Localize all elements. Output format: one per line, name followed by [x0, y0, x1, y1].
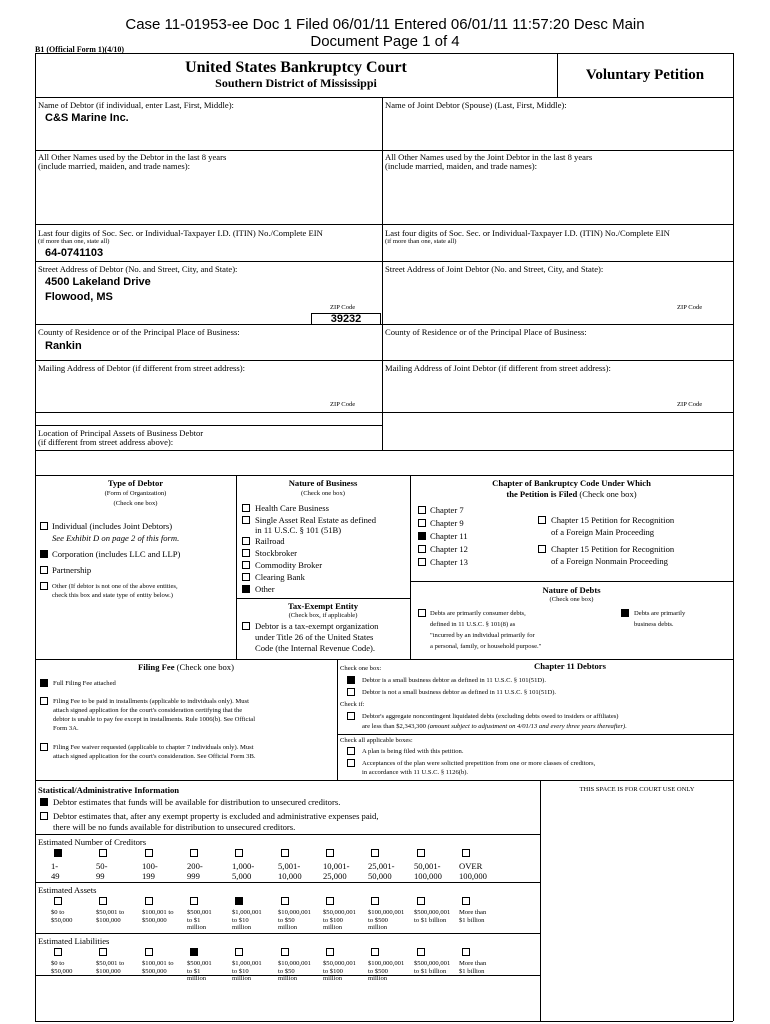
- assets-title: Estimated Assets: [38, 885, 97, 895]
- fee-waiver-label-2: attach signed application for the court's consideration. See Official Form 3B.: [53, 753, 256, 760]
- debtor-city-value[interactable]: Flowood, MS: [45, 291, 113, 303]
- creditors-option-label: 999: [187, 871, 200, 881]
- liabilities-option-label: $1,000,001: [232, 960, 262, 967]
- single-asset-label-2: in 11 U.S.C. § 101 (51B): [255, 525, 342, 535]
- chapter-15-main-label-1: Chapter 15 Petition for Recognition: [551, 515, 675, 525]
- debtor-ein-value[interactable]: 64-0741103: [45, 247, 104, 259]
- debtor-name-label: Name of Debtor (if individual, enter Last, First, Middle):: [38, 100, 234, 110]
- chapter-15-main-checkbox[interactable]: [538, 516, 546, 524]
- nature-of-business-sub: (Check one box): [301, 490, 345, 497]
- joint-street-label: Street Address of Joint Debtor (No. and Street, City, and State):: [385, 264, 604, 274]
- creditors-option-label: OVER: [459, 861, 483, 871]
- petition-title: Voluntary Petition: [585, 67, 705, 83]
- assets-option-label: $100,000: [96, 916, 121, 924]
- individual-label: Individual (includes Joint Debtors): [52, 521, 173, 531]
- assets-option-checkbox[interactable]: [417, 897, 425, 905]
- assets-option-checkbox[interactable]: [145, 897, 153, 905]
- assets-option-label: $50,000,001: [323, 909, 356, 916]
- liabilities-option-label: to $1 billion: [414, 967, 447, 975]
- installments-label-2: attach signed application for the court's consideration certifying that the: [53, 707, 243, 714]
- consumer-debts-label-4: a personal, family, or household purpose.": [430, 643, 542, 650]
- case-stamp-line: Case 11-01953-ee Doc 1 Filed 06/01/11 Entered 06/01/11 11:57:20 Desc Main: [125, 16, 645, 33]
- consumer-debts-label-3: "incurred by an individual primarily for: [430, 632, 535, 639]
- check-one-box-label: Check one box:: [340, 665, 382, 672]
- single-asset-label-1: Single Asset Real Estate as defined: [255, 515, 377, 525]
- filing-fee-title-sub: (Check one box): [174, 662, 234, 672]
- nature-of-debts-sub: (Check one box): [549, 596, 594, 603]
- chapter-11-debtors-title: Chapter 11 Debtors: [534, 661, 606, 671]
- liabilities-option-checkbox[interactable]: [326, 948, 334, 956]
- chapter-12-checkbox[interactable]: [418, 545, 426, 553]
- chapter-15-nonmain-checkbox[interactable]: [538, 545, 546, 553]
- joint-mailing-label: Mailing Address of Joint Debtor (if different from street address):: [385, 363, 611, 373]
- chapter-11-divider: [337, 734, 733, 735]
- creditors-option-label: 49: [51, 871, 60, 881]
- aggregate-debts-label-1: Debtor's aggregate noncontingent liquidated debts (excluding debts owed to insiders or affiliates): [362, 713, 619, 720]
- chapter-13-label: Chapter 13: [430, 557, 468, 567]
- installments-label-3: debtor is unable to pay fee except in installments. Rule 1006(b). See Official: [53, 716, 256, 723]
- joint-zip-label: ZIP Code: [677, 304, 703, 311]
- funds-available-checkbox[interactable]: [40, 798, 48, 806]
- assets-option-label: $500,001: [187, 909, 212, 916]
- liabilities-option-label: $10,000,001: [278, 960, 311, 967]
- business-debts-checkbox[interactable]: [621, 609, 629, 617]
- liabilities-option-label: to $100: [323, 967, 343, 975]
- assets-option-label: $500,000,001: [414, 909, 451, 916]
- aggregate-debts-checkbox[interactable]: [347, 712, 355, 720]
- liabilities-option-label: million: [323, 975, 343, 983]
- assets-option-checkbox[interactable]: [462, 897, 470, 905]
- assets-option-checkbox[interactable]: [371, 897, 379, 905]
- creditors-option-checkbox[interactable]: [54, 849, 62, 857]
- full-fee-label: Full Filing Fee attached: [53, 680, 116, 687]
- creditors-option-label: 50,000: [368, 871, 392, 881]
- liabilities-option-label: $500,000,001: [414, 960, 451, 967]
- other-entity-label-1: Other (If debtor is not one of the above entities,: [52, 583, 178, 590]
- joint-name-label: Name of Joint Debtor (Spouse) (Last, First, Middle):: [385, 100, 567, 110]
- assets-option-label: $10,000,001: [278, 909, 311, 916]
- other-business-checkbox[interactable]: [242, 585, 250, 593]
- creditors-option-checkbox[interactable]: [145, 849, 153, 857]
- chapter-7-checkbox[interactable]: [418, 506, 426, 514]
- creditors-option-label: 200-: [187, 861, 203, 871]
- court-title: United States Bankruptcy Court: [185, 59, 407, 76]
- chapter-15-main-label-2: of a Foreign Main Proceeding: [551, 527, 655, 537]
- liabilities-option-label: More than: [459, 960, 487, 967]
- assets-option-label: to $50: [278, 916, 295, 924]
- acceptances-checkbox[interactable]: [347, 759, 355, 767]
- assets-option-label: to $500: [368, 916, 388, 924]
- railroad-checkbox[interactable]: [242, 537, 250, 545]
- installments-label-1: Filing Fee to be paid in installments (applicable to individuals only). Must: [53, 698, 249, 705]
- assets-option-label: to $1: [187, 916, 201, 924]
- joint-other-names-label: All Other Names used by the Joint Debtor in the last 8 years: [385, 152, 593, 162]
- corporation-checkbox[interactable]: [40, 550, 48, 558]
- assets-option-label: $500,000: [142, 916, 167, 924]
- creditors-option-label: 10,001-: [323, 861, 350, 871]
- debtor-ein-sub: (if more than one, state all): [38, 238, 110, 245]
- liabilities-option-label: $0 to: [51, 960, 65, 967]
- debtor-county-label: County of Residence or of the Principal Place of Business:: [38, 327, 240, 337]
- liabilities-option-checkbox[interactable]: [417, 948, 425, 956]
- creditors-option-label: 1,000-: [232, 861, 255, 871]
- district-name: Southern District of Mississippi: [215, 76, 377, 90]
- creditors-title: Estimated Number of Creditors: [38, 837, 147, 847]
- assets-option-checkbox[interactable]: [99, 897, 107, 905]
- document-page-line: Document Page 1 of 4: [310, 33, 460, 50]
- commodity-broker-checkbox[interactable]: [242, 561, 250, 569]
- creditors-option-label: 100,000: [459, 871, 487, 881]
- liabilities-option-checkbox[interactable]: [235, 948, 243, 956]
- chapter-title-1: Chapter of Bankruptcy Code Under Which: [492, 478, 651, 488]
- tax-exempt-sub: (Check box, if applicable): [288, 612, 358, 619]
- tax-exempt-label-3: Code (the Internal Revenue Code).: [255, 643, 376, 653]
- aggregate-debts-note: (amount subject to adjustment on 4/01/13 and every three years thereafter).: [427, 723, 627, 730]
- chapter-11-label: Chapter 11: [430, 531, 468, 541]
- chapter-15-nonmain-label-1: Chapter 15 Petition for Recognition: [551, 544, 675, 554]
- joint-county-label: County of Residence or of the Principal Place of Business:: [385, 327, 587, 337]
- creditors-option-label: 199: [142, 871, 155, 881]
- chapter-15-nonmain-label-2: of a Foreign Nonmain Proceeding: [551, 556, 668, 566]
- other-entity-label-2: check this box and state type of entity below.): [52, 592, 173, 599]
- liabilities-option-label: to $1: [187, 967, 201, 975]
- creditors-option-checkbox[interactable]: [190, 849, 198, 857]
- assets-option-label: million: [187, 924, 207, 932]
- creditors-option-checkbox[interactable]: [99, 849, 107, 857]
- liabilities-option-label: million: [278, 975, 298, 983]
- clearing-bank-label: Clearing Bank: [255, 572, 305, 582]
- assets-option-checkbox[interactable]: [190, 897, 198, 905]
- business-debts-label-1: Debts are primarily: [634, 610, 686, 617]
- debtor-zip-value[interactable]: 39232: [330, 313, 362, 325]
- liabilities-option-label: to $500: [368, 967, 388, 975]
- form-id: B1 (Official Form 1)(4/10): [35, 45, 125, 54]
- aggregate-debts-amount: are less than $2,343,300: [362, 723, 428, 730]
- creditors-option-label: 5,001-: [278, 861, 301, 871]
- type-of-debtor-sub2: (Check one box): [113, 500, 158, 507]
- creditors-option-label: 25,001-: [368, 861, 395, 871]
- joint-mailing-zip-label: ZIP Code: [677, 401, 703, 408]
- liabilities-option-label: million: [232, 975, 252, 983]
- health-care-checkbox[interactable]: [242, 504, 250, 512]
- fee-waiver-checkbox[interactable]: [40, 743, 48, 751]
- assets-option-checkbox[interactable]: [54, 897, 62, 905]
- railroad-label: Railroad: [255, 536, 285, 546]
- plan-filed-checkbox[interactable]: [347, 747, 355, 755]
- aggregate-debts-label-2: [362, 723, 627, 731]
- liabilities-option-label: million: [187, 975, 207, 983]
- assets-option-checkbox[interactable]: [235, 897, 243, 905]
- creditors-option-label: 50-: [96, 861, 108, 871]
- assets-option-checkbox[interactable]: [326, 897, 334, 905]
- chapter-13-checkbox[interactable]: [418, 558, 426, 566]
- joint-ein-sub: (if more than one, state all): [385, 238, 457, 245]
- assets-option-label: $100,001 to: [142, 909, 174, 916]
- chapter-9-label: Chapter 9: [430, 518, 464, 528]
- location-label: Location of Principal Assets of Business Debtor: [38, 428, 204, 438]
- other-business-label: Other: [255, 584, 275, 594]
- commodity-broker-label: Commodity Broker: [255, 560, 323, 570]
- debtor-other-names-sub: (include married, maiden, and trade names):: [38, 161, 190, 171]
- assets-option-label: million: [368, 924, 388, 932]
- type-of-debtor-sub1: (Form of Organization): [104, 490, 167, 497]
- liabilities-option-label: million: [368, 975, 388, 983]
- individual-note: See Exhibit D on page 2 of this form.: [52, 533, 180, 543]
- liabilities-option-label: $50,001 to: [96, 960, 125, 967]
- health-care-label: Health Care Business: [255, 503, 329, 513]
- assets-option-checkbox[interactable]: [281, 897, 289, 905]
- plan-filed-label: A plan is being filed with this petition.: [362, 748, 464, 755]
- creditors-option-checkbox[interactable]: [281, 849, 289, 857]
- corporation-label: Corporation (includes LLC and LLP): [52, 549, 181, 559]
- assets-option-label: to $10: [232, 916, 249, 924]
- assets-option-label: More than: [459, 909, 487, 916]
- liabilities-option-checkbox[interactable]: [54, 948, 62, 956]
- creditors-option-label: 5,000: [232, 871, 252, 881]
- assets-option-label: $50,000: [51, 916, 73, 924]
- liabilities-option-label: $500,001: [187, 960, 212, 967]
- liabilities-option-checkbox[interactable]: [371, 948, 379, 956]
- debtor-other-names-label: All Other Names used by the Debtor in the last 8 years: [38, 152, 227, 162]
- stockbroker-checkbox[interactable]: [242, 549, 250, 557]
- assets-option-label: $1 billion: [459, 916, 485, 924]
- assets-option-label: million: [232, 924, 252, 932]
- creditors-option-label: 99: [96, 871, 105, 881]
- clearing-bank-checkbox[interactable]: [242, 573, 250, 581]
- assets-option-label: $100,000,001: [368, 909, 405, 916]
- filing-fee-title: [35, 662, 337, 672]
- installments-checkbox[interactable]: [40, 697, 48, 705]
- assets-option-label: $50,001 to: [96, 909, 125, 916]
- no-funds-checkbox[interactable]: [40, 812, 48, 820]
- chapter-12-label: Chapter 12: [430, 544, 468, 554]
- assets-option-label: million: [278, 924, 298, 932]
- tax-exempt-title: Tax-Exempt Entity: [287, 601, 359, 611]
- installments-label-4: Form 3A.: [53, 725, 79, 732]
- assets-option-label: $1,000,001: [232, 909, 262, 916]
- creditors-option-checkbox[interactable]: [326, 849, 334, 857]
- creditors-option-label: 100-: [142, 861, 158, 871]
- joint-other-names-sub: (include married, maiden, and trade names):: [385, 161, 537, 171]
- liabilities-option-checkbox[interactable]: [281, 948, 289, 956]
- creditors-option-label: 50,001-: [414, 861, 441, 871]
- court-use-label: THIS SPACE IS FOR COURT USE ONLY: [579, 786, 695, 793]
- nature-of-debts-title: Nature of Debts: [542, 585, 601, 595]
- liabilities-option-checkbox[interactable]: [145, 948, 153, 956]
- chapter-7-label: Chapter 7: [430, 505, 464, 515]
- liabilities-option-label: to $10: [232, 967, 249, 975]
- debtor-county-value[interactable]: Rankin: [45, 340, 82, 352]
- debtor-name-value[interactable]: C&S Marine Inc.: [45, 112, 129, 124]
- assets-option-label: to $100: [323, 916, 343, 924]
- creditors-option-label: 100,000: [414, 871, 442, 881]
- creditors-option-checkbox[interactable]: [462, 849, 470, 857]
- filing-fee-title-main: Filing Fee: [138, 662, 175, 672]
- debtor-mailing-label: Mailing Address of Debtor (if different from street address):: [38, 363, 245, 373]
- liabilities-option-label: $50,000,001: [323, 960, 356, 967]
- liabilities-option-label: $1 billion: [459, 967, 485, 975]
- other-entity-checkbox[interactable]: [40, 582, 48, 590]
- liabilities-option-label: $100,000,001: [368, 960, 405, 967]
- not-small-business-label: Debtor is not a small business debtor as defined in 11 U.S.C. § 101(51D).: [362, 689, 557, 696]
- acceptances-label-2: in accordance with 11 U.S.C. § 1126(b).: [362, 769, 469, 776]
- stockbroker-label: Stockbroker: [255, 548, 298, 558]
- nature-of-business-title: Nature of Business: [288, 478, 358, 488]
- chapter-title-2: [410, 489, 733, 499]
- no-funds-label-2: there will be no funds available for distribution to unsecured creditors.: [53, 822, 296, 832]
- chapter-11-checkbox[interactable]: [418, 532, 426, 540]
- statistical-title: Statistical/Administrative Information: [38, 785, 180, 795]
- debtor-street-value[interactable]: 4500 Lakeland Drive: [45, 276, 151, 288]
- consumer-debts-label-2: defined in 11 U.S.C. § 101(8) as: [430, 621, 516, 628]
- full-fee-checkbox[interactable]: [40, 679, 48, 687]
- type-of-debtor-title: Type of Debtor: [107, 478, 164, 488]
- chapter-9-checkbox[interactable]: [418, 519, 426, 527]
- not-small-business-checkbox[interactable]: [347, 688, 355, 696]
- creditors-option-checkbox[interactable]: [235, 849, 243, 857]
- creditors-option-checkbox[interactable]: [371, 849, 379, 857]
- liabilities-option-checkbox[interactable]: [462, 948, 470, 956]
- liabilities-option-checkbox[interactable]: [190, 948, 198, 956]
- creditors-option-label: 1-: [51, 861, 59, 871]
- creditors-option-label: 25,000: [323, 871, 347, 881]
- liabilities-option-label: $50,000: [51, 967, 73, 975]
- assets-option-label: $0 to: [51, 909, 65, 916]
- debtor-ein-label: Last four digits of Soc. Sec. or Individual-Taxpayer I.D. (ITIN) No./Complete EIN: [38, 228, 323, 238]
- creditors-option-label: 10,000: [278, 871, 302, 881]
- no-funds-label-1: Debtor estimates that, after any exempt property is excluded and administrative expenses paid,: [53, 811, 379, 821]
- fee-waiver-label-1: Filing Fee waiver requested (applicable to chapter 7 individuals only). Must: [53, 744, 254, 751]
- tax-exempt-checkbox[interactable]: [242, 622, 250, 630]
- joint-ein-label: Last four digits of Soc. Sec. or Individual-Taxpayer I.D. (ITIN) No./Complete EIN: [385, 228, 670, 238]
- consumer-debts-label-1: Debts are primarily consumer debts,: [430, 610, 526, 617]
- liabilities-option-label: $500,000: [142, 967, 167, 975]
- partnership-checkbox[interactable]: [40, 566, 48, 574]
- chapter-title-2b: (Check one box): [577, 489, 637, 499]
- liabilities-option-label: $100,001 to: [142, 960, 174, 967]
- single-asset-checkbox[interactable]: [242, 516, 250, 524]
- check-if-label: Check if:: [340, 701, 365, 708]
- debtor-zip-label: ZIP Code: [330, 304, 356, 311]
- liabilities-option-checkbox[interactable]: [99, 948, 107, 956]
- funds-available-label: Debtor estimates that funds will be available for distribution to unsecured creditors.: [53, 797, 341, 807]
- liabilities-option-label: to $50: [278, 967, 295, 975]
- liabilities-title: Estimated Liabilities: [38, 936, 110, 946]
- assets-option-label: to $1 billion: [414, 916, 447, 924]
- partnership-label: Partnership: [52, 565, 92, 575]
- location-sub: (if different from street address above):: [38, 437, 174, 447]
- creditors-option-checkbox[interactable]: [417, 849, 425, 857]
- tax-exempt-label-2: under Title 26 of the United States: [255, 632, 374, 642]
- assets-option-label: million: [323, 924, 343, 932]
- debtor-street-label: Street Address of Debtor (No. and Street, City, and State):: [38, 264, 238, 274]
- acceptances-label-1: Acceptances of the plan were solicited prepetition from one or more classes of creditors,: [362, 760, 596, 767]
- business-debts-label-2: business debts.: [634, 621, 674, 628]
- tax-exempt-label-1: Debtor is a tax-exempt organization: [255, 621, 379, 631]
- liabilities-option-label: $100,000: [96, 967, 121, 975]
- check-all-label: Check all applicable boxes:: [340, 737, 413, 744]
- chapter-title-2a: the Petition is Filed: [506, 489, 578, 499]
- individual-checkbox[interactable]: [40, 522, 48, 530]
- consumer-debts-checkbox[interactable]: [418, 609, 426, 617]
- debtor-mailing-zip-label: ZIP Code: [330, 401, 356, 408]
- small-business-label: Debtor is a small business debtor as defined in 11 U.S.C. § 101(51D).: [362, 677, 546, 684]
- small-business-checkbox[interactable]: [347, 676, 355, 684]
